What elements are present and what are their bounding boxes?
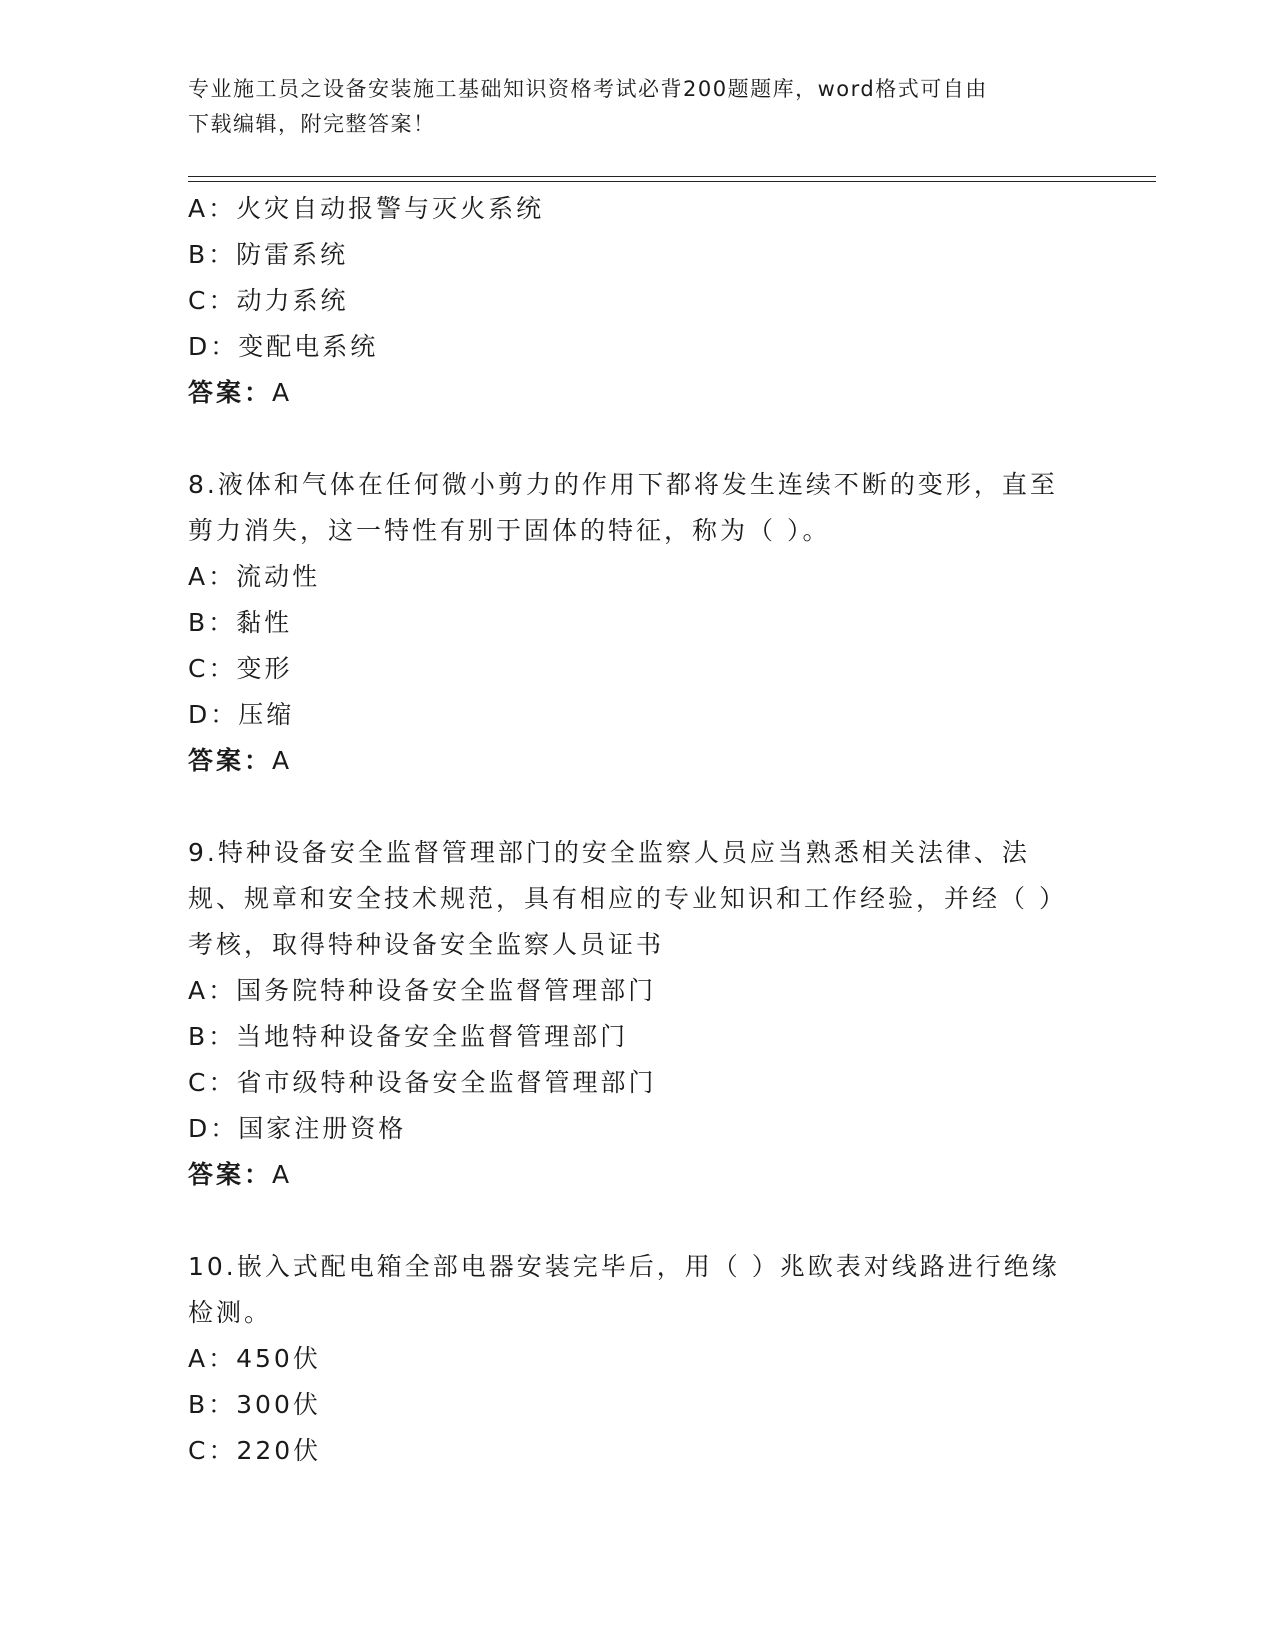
spacer — [188, 784, 1068, 830]
option-c: C：220伏 — [188, 1436, 322, 1465]
option-d: D：变配电系统 — [188, 332, 379, 361]
question-7-block — [188, 186, 1068, 416]
option-b: B：防雷系统 — [188, 240, 349, 269]
spacer — [188, 1198, 1068, 1244]
answer-line — [188, 370, 1068, 416]
answer-line — [188, 738, 1068, 784]
option-c: C：变形 — [188, 654, 293, 683]
option-b: B：当地特种设备安全监督管理部门 — [188, 1022, 629, 1051]
answer-value: A — [272, 1160, 293, 1189]
answer-label: 答案： — [188, 1160, 273, 1189]
answer-line — [188, 1152, 1068, 1198]
question-8-block — [188, 462, 1068, 784]
option-a: A：450伏 — [188, 1344, 321, 1373]
option-d: D：国家注册资格 — [188, 1114, 407, 1143]
answer-label: 答案： — [188, 378, 273, 407]
option-d: D：压缩 — [188, 700, 295, 729]
option-a: A：国务院特种设备安全监督管理部门 — [188, 976, 657, 1005]
question-text: 8.液体和气体在任何微小剪力的作用下都将发生连续不断的变形，直至剪力消失，这一特性有别于固体的特征，称为（ ）。 — [188, 470, 1058, 545]
header-line-2: 下载编辑，附完整答案！ — [188, 112, 436, 136]
answer-value: A — [272, 746, 293, 775]
option-b: B：300伏 — [188, 1390, 321, 1419]
question-text: 10.嵌入式配电箱全部电器安装完毕后，用（ ）兆欧表对线路进行绝缘检测。 — [188, 1252, 1060, 1327]
option-c: C：动力系统 — [188, 286, 349, 315]
option-c: C：省市级特种设备安全监督管理部门 — [188, 1068, 657, 1097]
answer-value: A — [272, 378, 293, 407]
answer-label: 答案： — [188, 746, 273, 775]
header-divider — [188, 176, 1156, 182]
option-a: A：流动性 — [188, 562, 321, 591]
option-b: B：黏性 — [188, 608, 293, 637]
question-10-block — [188, 1244, 1068, 1474]
document-header — [188, 72, 1068, 142]
spacer — [188, 416, 1068, 462]
option-a: A：火灾自动报警与灭火系统 — [188, 194, 545, 223]
document-body — [188, 186, 1068, 1474]
question-text: 9.特种设备安全监督管理部门的安全监察人员应当熟悉相关法律、法规、规章和安全技术规范，具有相应的专业知识和工作经验，并经（ ）考核，取得特种设备安全监察人员证书 — [188, 838, 1067, 959]
question-9-block — [188, 830, 1068, 1198]
header-line-1: 专业施工员之设备安装施工基础知识资格考试必背200题题库，word格式可自由 — [188, 77, 988, 101]
